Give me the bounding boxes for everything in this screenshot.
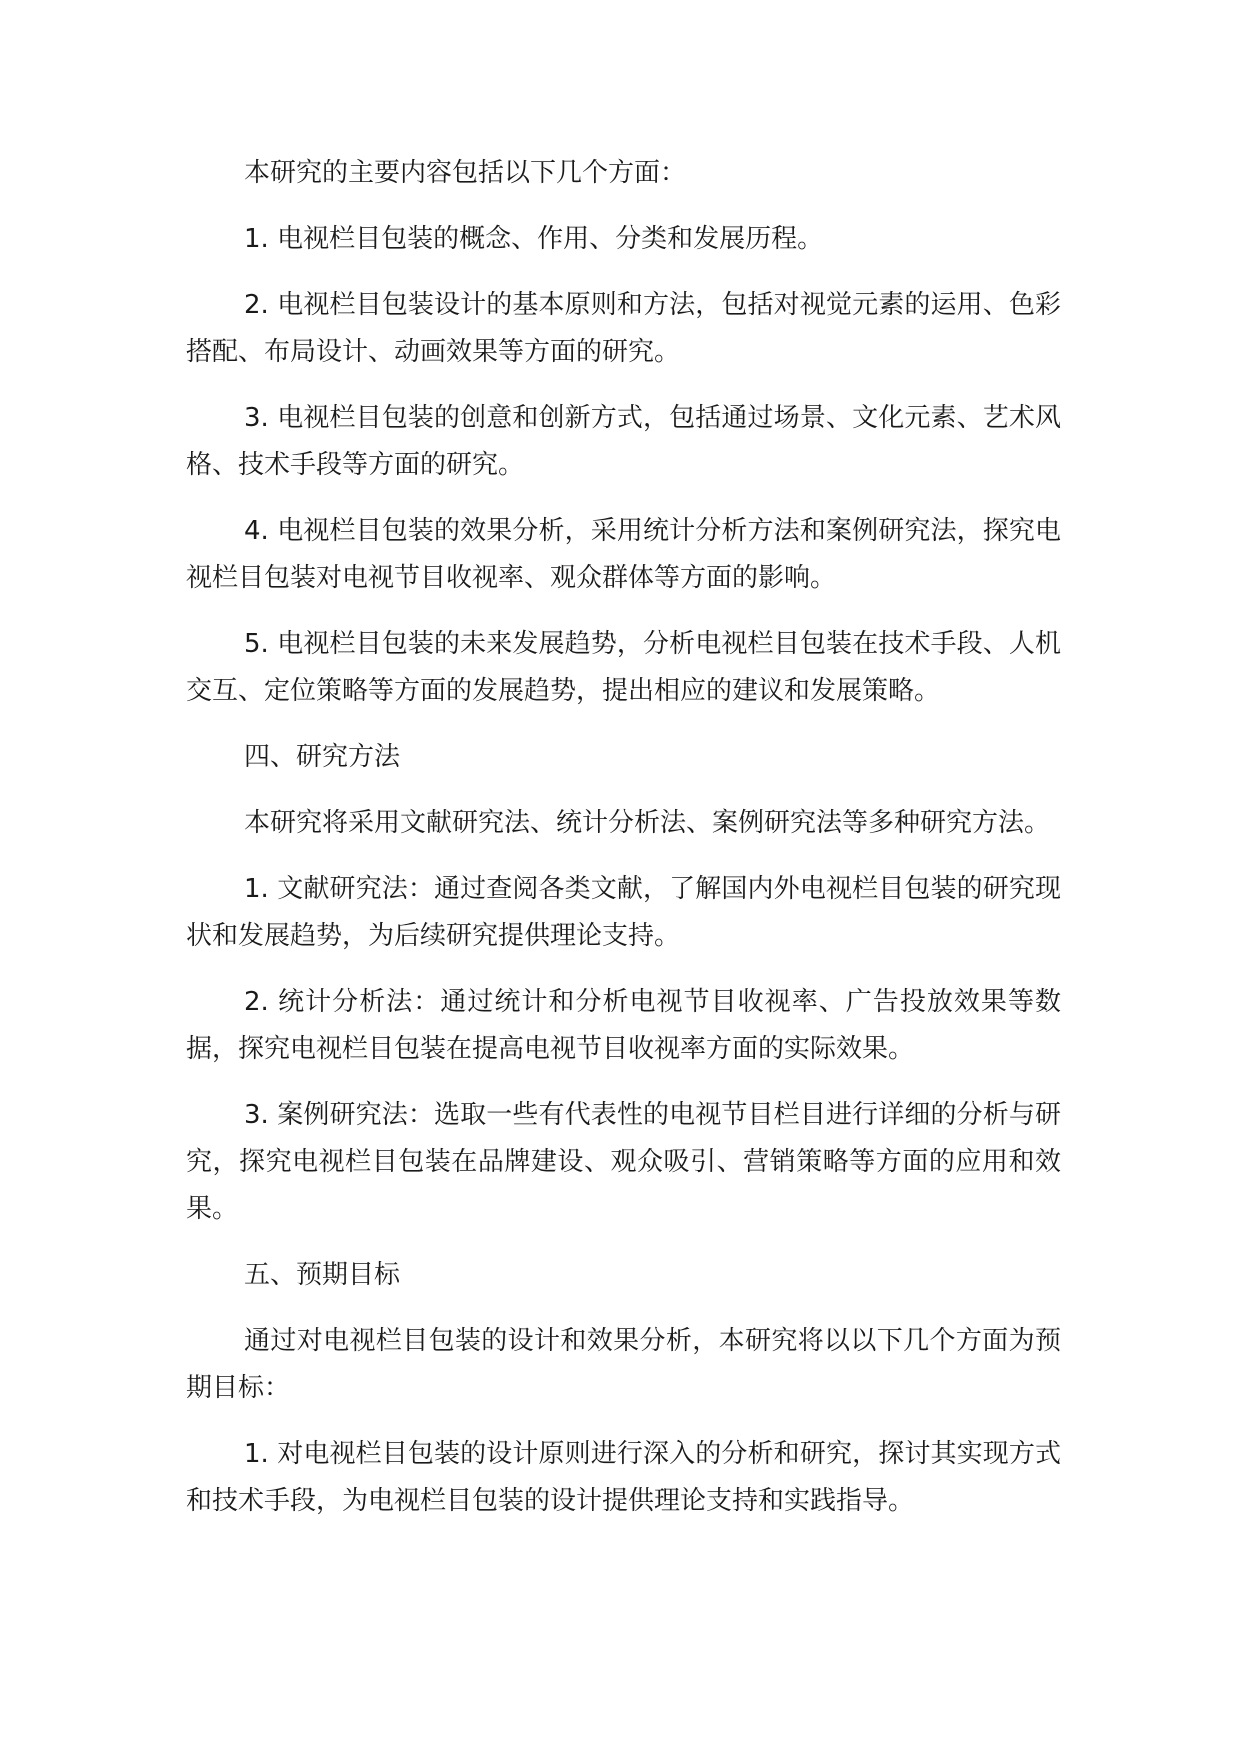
content-item-3: 3. 电视栏目包装的创意和创新方式，包括通过场景、文化元素、艺术风格、技术手段等方面的研究。 bbox=[186, 403, 1061, 480]
method-item-2: 2. 统计分析法：通过统计和分析电视节目收视率、广告投放效果等数据，探究电视栏目包装在提高电视节目收视率方面的实际效果。 bbox=[186, 987, 1061, 1064]
goals-intro-paragraph: 通过对电视栏目包装的设计和效果分析，本研究将以以下几个方面为预期目标： bbox=[186, 1326, 1061, 1403]
section-heading-methods: 四、研究方法 bbox=[244, 742, 401, 772]
section-heading-goals: 五、预期目标 bbox=[244, 1260, 401, 1290]
content-item-2: 2. 电视栏目包装设计的基本原则和方法，包括对视觉元素的运用、色彩搭配、布局设计、动画效果等方面的研究。 bbox=[186, 290, 1061, 367]
document-body bbox=[186, 150, 1061, 1544]
intro-paragraph: 本研究的主要内容包括以下几个方面： bbox=[244, 158, 687, 188]
methods-intro-paragraph: 本研究将采用文献研究法、统计分析法、案例研究法等多种研究方法。 bbox=[244, 808, 1051, 838]
content-item-1: 1. 电视栏目包装的概念、作用、分类和发展历程。 bbox=[244, 224, 824, 254]
goal-item-1: 1. 对电视栏目包装的设计原则进行深入的分析和研究，探讨其实现方式和技术手段，为电视栏目包装的设计提供理论支持和实践指导。 bbox=[186, 1439, 1061, 1516]
method-item-3: 3. 案例研究法：选取一些有代表性的电视节目栏目进行详细的分析与研究，探究电视栏目包装在品牌建设、观众吸引、营销策略等方面的应用和效果。 bbox=[186, 1100, 1061, 1224]
method-item-1: 1. 文献研究法：通过查阅各类文献，了解国内外电视栏目包装的研究现状和发展趋势，为后续研究提供理论支持。 bbox=[186, 874, 1061, 951]
content-item-5: 5. 电视栏目包装的未来发展趋势，分析电视栏目包装在技术手段、人机交互、定位策略等方面的发展趋势，提出相应的建议和发展策略。 bbox=[186, 629, 1061, 706]
content-item-4: 4. 电视栏目包装的效果分析，采用统计分析方法和案例研究法，探究电视栏目包装对电视节目收视率、观众群体等方面的影响。 bbox=[186, 516, 1061, 593]
